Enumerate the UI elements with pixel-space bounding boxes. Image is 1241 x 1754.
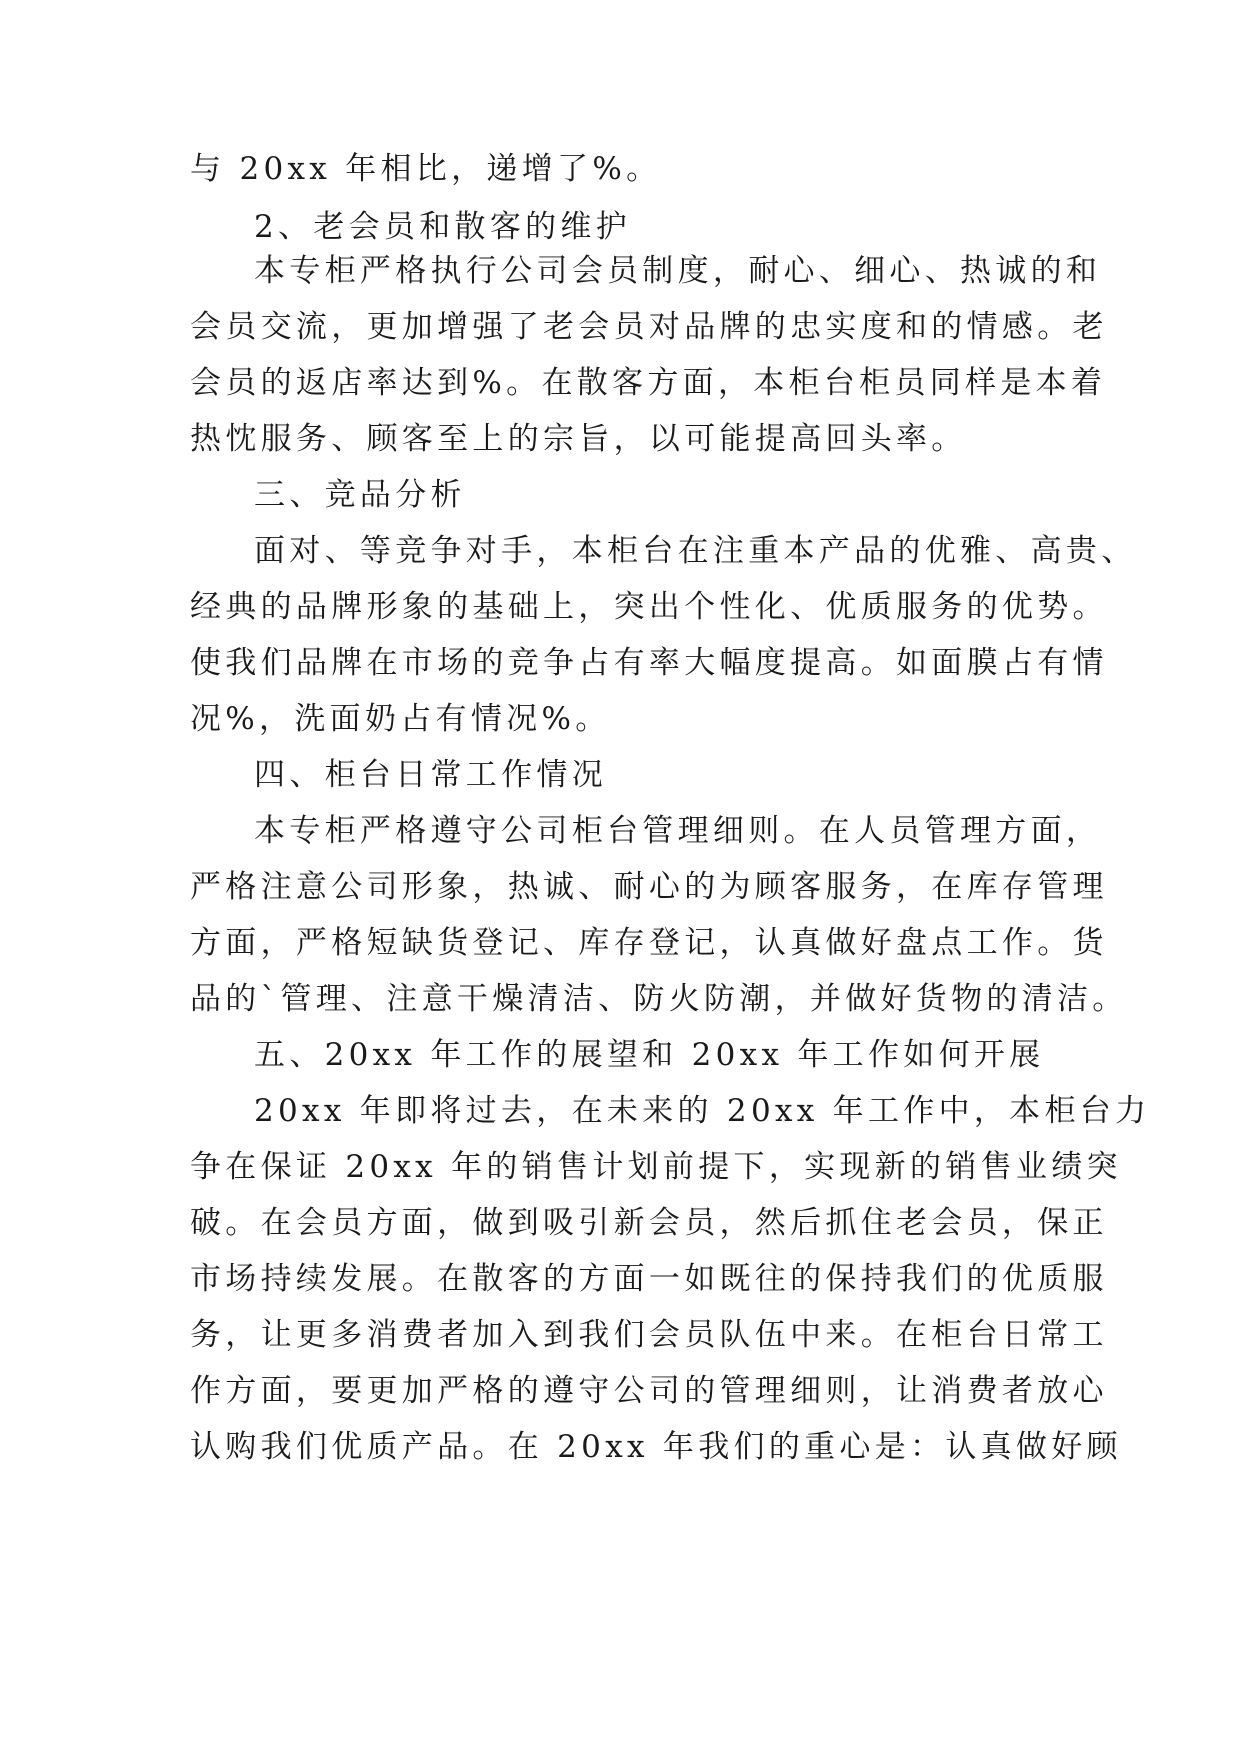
text-line: 本专柜严格遵守公司柜台管理细则。在人员管理方面，	[254, 813, 1102, 849]
text-line: 品的`管理、注意干燥清洁、防火防潮，并做好货物的清洁。	[190, 981, 1128, 1017]
section-heading: 五、20xx 年工作的展望和 20xx 年工作如何开展	[254, 1037, 1045, 1073]
text-line: 况%，洗面奶占有情况%。	[190, 701, 611, 737]
section-heading: 2、老会员和散客的维护	[254, 209, 632, 245]
text-line: 破。在会员方面，做到吸引新会员，然后抓住老会员，保正	[190, 1205, 1108, 1241]
text-line: 热忱服务、顾客至上的宗旨，以可能提高回头率。	[190, 421, 967, 457]
text-line: 与 20xx 年相比，递增了%。	[190, 151, 662, 187]
text-line: 本专柜严格执行公司会员制度，耐心、细心、热诚的和	[254, 253, 1102, 289]
text-line: 严格注意公司形象，热诚、耐心的为顾客服务，在库存管理	[190, 869, 1108, 905]
text-line: 会员的返店率达到%。在散客方面，本柜台柜员同样是本着	[190, 365, 1107, 401]
text-line: 经典的品牌形象的基础上，突出个性化、优质服务的优势。	[190, 589, 1108, 625]
section-heading: 四、柜台日常工作情况	[254, 757, 607, 793]
text-line: 使我们品牌在市场的竞争占有率大幅度提高。如面膜占有情	[190, 645, 1108, 681]
text-line: 作方面，要更加严格的遵守公司的管理细则，让消费者放心	[190, 1373, 1108, 1409]
text-line: 认购我们优质产品。在 20xx 年我们的重心是：认真做好顾	[190, 1429, 1122, 1465]
text-line: 面对、等竞争对手，本柜台在注重本产品的优雅、高贵、	[254, 533, 1137, 569]
text-line: 会员交流，更加增强了老会员对品牌的忠实度和的情感。老	[190, 309, 1108, 345]
section-heading: 三、竞品分析	[254, 477, 466, 513]
text-line: 方面，严格短缺货登记、库存登记，认真做好盘点工作。货	[190, 925, 1108, 961]
text-line: 争在保证 20xx 年的销售计划前提下，实现新的销售业绩突	[190, 1149, 1122, 1185]
text-line: 务，让更多消费者加入到我们会员队伍中来。在柜台日常工	[190, 1317, 1108, 1353]
text-line: 20xx 年即将过去，在未来的 20xx 年工作中，本柜台力	[254, 1093, 1151, 1129]
text-line: 市场持续发展。在散客的方面一如既往的保持我们的优质服	[190, 1261, 1108, 1297]
